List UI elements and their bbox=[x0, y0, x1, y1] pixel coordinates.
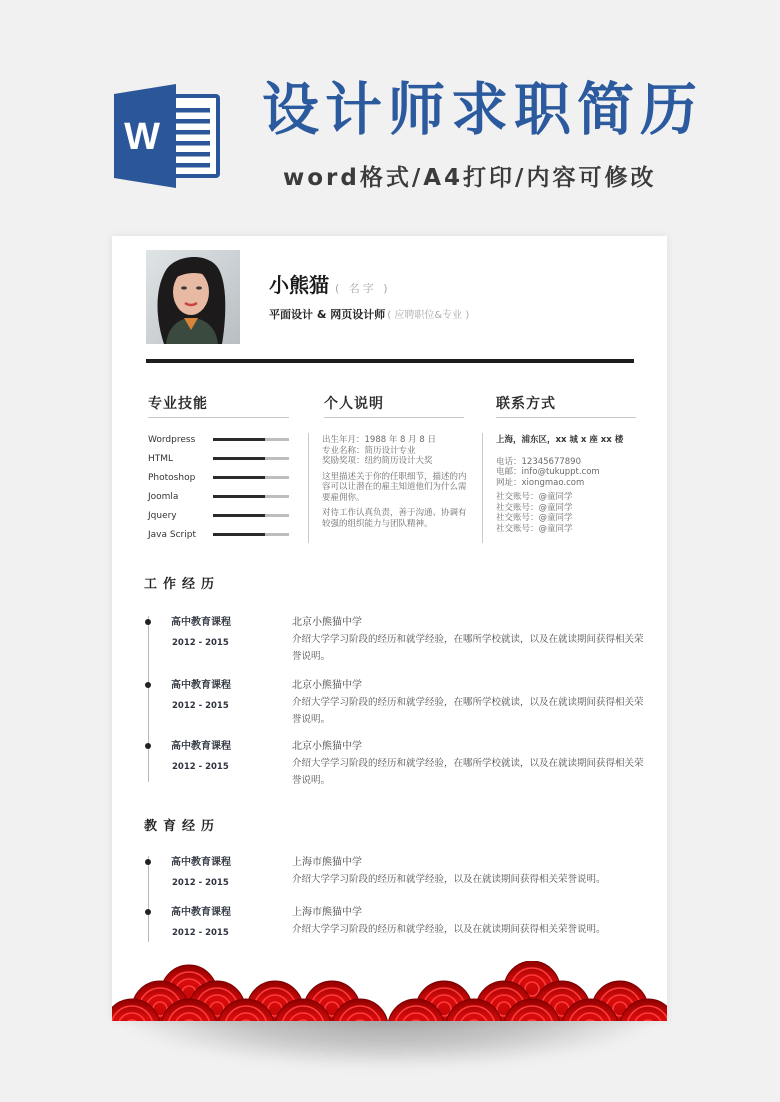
entry-org: 上海市熊猫中学 bbox=[292, 907, 362, 918]
name-hint: ( 名字 ) bbox=[335, 282, 391, 295]
skill-level-bar bbox=[213, 533, 289, 536]
email[interactable]: 电邮：info@tukuppt.com bbox=[496, 467, 600, 477]
major: 专业名称：简历设计专业 bbox=[322, 445, 416, 456]
red-wave-decoration bbox=[112, 961, 667, 1021]
entry-desc: 介绍大学学习阶段的经历和就学经验，以及在就读期间获得相关荣誉说明。 bbox=[292, 924, 606, 935]
entry-org: 北京小熊猫中学 bbox=[292, 680, 362, 691]
banner bbox=[0, 0, 780, 230]
resume-page bbox=[112, 236, 667, 1021]
timeline-dot bbox=[145, 859, 151, 865]
entry-date: 2012 - 2015 bbox=[172, 762, 229, 772]
address: 上海，浦东区，xx 城 x 座 xx 楼 bbox=[496, 435, 624, 445]
skill-item bbox=[148, 433, 290, 452]
word-icon bbox=[114, 84, 220, 188]
role-hint: ( 应聘职位&专业 ) bbox=[387, 310, 470, 321]
entry-title: 高中教育课程 bbox=[171, 907, 231, 918]
skill-level-fill bbox=[213, 476, 265, 479]
personal-info bbox=[322, 435, 472, 534]
phone: 电话：12345677890 bbox=[496, 456, 581, 467]
skill-name: Joomla bbox=[148, 492, 179, 502]
entry-date: 2012 - 2015 bbox=[172, 928, 229, 938]
personal-attitude: 对待工作认真负责，善于沟通、协调有较强的组织能力与团队精神。 bbox=[322, 508, 467, 529]
entry-title: 高中教育课程 bbox=[171, 741, 231, 752]
skill-item bbox=[148, 471, 290, 490]
entry-desc: 介绍大学学习阶段的经历和就学经验，在哪所学校就读，以及在就读期间获得相关荣誉说明。 bbox=[292, 697, 644, 725]
banner-subtitle: word格式/A4打印/内容可修改 bbox=[283, 165, 657, 191]
timeline-dot bbox=[145, 909, 151, 915]
entry-title: 高中教育课程 bbox=[171, 680, 231, 691]
social-accounts bbox=[496, 492, 656, 534]
skill-item bbox=[148, 509, 290, 528]
skill-level-fill bbox=[213, 533, 265, 536]
skill-level-bar bbox=[213, 438, 289, 441]
skills-heading: 专业技能 bbox=[148, 395, 289, 418]
social-account: 社交账号：@童同学 bbox=[496, 523, 573, 534]
entry-org: 上海市熊猫中学 bbox=[292, 857, 362, 868]
role-text: 平面设计 & 网页设计师 bbox=[269, 308, 386, 321]
skill-name: Wordpress bbox=[148, 435, 196, 445]
contact-info bbox=[496, 435, 656, 538]
entry-title: 高中教育课程 bbox=[171, 857, 231, 868]
personal-details bbox=[322, 435, 472, 467]
timeline-dot bbox=[145, 619, 151, 625]
candidate-name bbox=[269, 272, 391, 302]
skill-level-bar bbox=[213, 495, 289, 498]
awards: 奖励奖项：纽约简历设计大奖 bbox=[322, 456, 433, 466]
birth-date: 出生年月：1988 年 8 月 8 日 bbox=[322, 435, 436, 445]
skill-level-fill bbox=[213, 457, 265, 460]
portrait-image bbox=[146, 250, 240, 344]
column-divider bbox=[308, 433, 309, 543]
profile-photo bbox=[146, 250, 240, 344]
skill-name: Photoshop bbox=[148, 473, 196, 483]
entry-date: 2012 - 2015 bbox=[172, 638, 229, 648]
contact-details bbox=[496, 457, 656, 489]
personal-description: 这里描述关于你的任职细节，描述的内容可以让潜在的雇主知道他们为什么需要雇佣你。 bbox=[322, 471, 467, 503]
skill-item bbox=[148, 452, 290, 471]
entry-desc: 介绍大学学习阶段的经历和就学经验，在哪所学校就读，以及在就读期间获得相关荣誉说明。 bbox=[292, 758, 644, 786]
social-account: 社交账号：@童同学 bbox=[496, 502, 573, 513]
candidate-role bbox=[269, 307, 469, 324]
skill-level-fill bbox=[213, 495, 265, 498]
skill-level-bar bbox=[213, 476, 289, 479]
entry-desc: 介绍大学学习阶段的经历和就学经验，在哪所学校就读，以及在就读期间获得相关荣誉说明。 bbox=[292, 634, 644, 662]
timeline-dot bbox=[145, 682, 151, 688]
entry-org: 北京小熊猫中学 bbox=[292, 741, 362, 752]
work-timeline bbox=[148, 616, 149, 782]
banner-title: 设计师求职简历 bbox=[262, 77, 703, 143]
personal-heading: 个人说明 bbox=[324, 395, 464, 418]
contact-heading: 联系方式 bbox=[496, 395, 636, 418]
header-divider bbox=[146, 359, 634, 363]
skill-level-fill bbox=[213, 438, 265, 441]
skill-level-bar bbox=[213, 514, 289, 517]
name-text: 小熊猫 bbox=[269, 273, 329, 297]
work-heading: 工作经历 bbox=[144, 577, 221, 592]
entry-desc: 介绍大学学习阶段的经历和就学经验，以及在就读期间获得相关荣誉说明。 bbox=[292, 874, 606, 885]
entry-org: 北京小熊猫中学 bbox=[292, 617, 362, 628]
timeline-dot bbox=[145, 743, 151, 749]
education-timeline bbox=[148, 856, 149, 942]
svg-text:W: W bbox=[124, 116, 160, 158]
entry-title: 高中教育课程 bbox=[171, 617, 231, 628]
skill-item bbox=[148, 490, 290, 509]
entry-date: 2012 - 2015 bbox=[172, 878, 229, 888]
social-account: 社交账号：@童同学 bbox=[496, 513, 573, 523]
entry-date: 2012 - 2015 bbox=[172, 701, 229, 711]
skill-level-bar bbox=[213, 457, 289, 460]
skill-name: Java Script bbox=[148, 530, 196, 540]
skill-item bbox=[148, 528, 290, 547]
column-divider bbox=[482, 433, 483, 543]
skill-name: Jquery bbox=[148, 511, 177, 521]
skills-list bbox=[148, 433, 290, 547]
website[interactable]: 网址：xiongmao.com bbox=[496, 477, 585, 488]
social-account: 社交账号：@童同学 bbox=[496, 492, 573, 502]
education-heading: 教育经历 bbox=[144, 819, 221, 834]
skill-name: HTML bbox=[148, 454, 174, 464]
skill-level-fill bbox=[213, 514, 265, 517]
